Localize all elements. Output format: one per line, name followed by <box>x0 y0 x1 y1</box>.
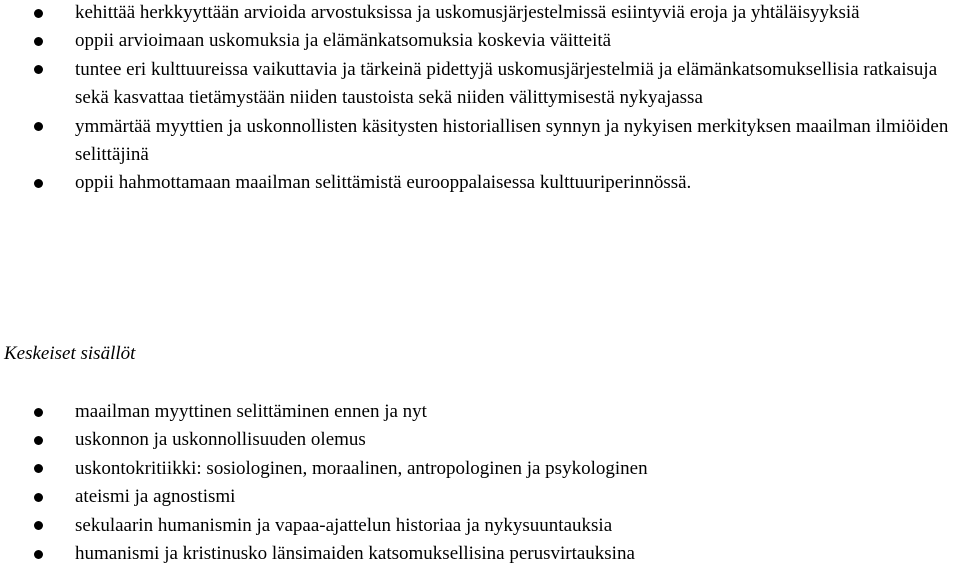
list-item-text: ateismi ja agnostismi <box>75 486 236 508</box>
list-item-text: uskonnon ja uskonnollisuuden olemus <box>75 429 366 451</box>
list-item-text: kehittää herkkyyttään arvioida arvostuksissa ja uskomusjärjestelmissä esiintyviä eroja ja yhtäläisyyksiä <box>75 2 860 23</box>
bullet-icon <box>34 37 43 46</box>
objectives-list <box>0 0 960 198</box>
list-item <box>0 398 960 426</box>
bullet-icon <box>34 521 43 530</box>
list-item <box>0 27 960 55</box>
list-item-text: ymmärtää myyttien ja uskonnollisten käsitysten historiallisen synnyn ja nykyisen merkityksen maailman ilmiöiden selittäjinä <box>75 115 949 166</box>
list-item-text: humanismi ja kristinusko länsimaiden katsomuksellisina perusvirtauksina <box>75 543 635 565</box>
bullet-icon <box>34 550 43 559</box>
bullet-icon <box>34 122 43 131</box>
list-item-text: oppii arvioimaan uskomuksia ja elämänkatsomuksia koskevia väitteitä <box>75 30 612 52</box>
bullet-icon <box>34 179 43 188</box>
list-item <box>0 455 960 483</box>
list-item <box>0 169 960 197</box>
section-heading: Keskeiset sisällöt <box>4 343 136 364</box>
contents-list <box>0 398 960 568</box>
list-item-text: uskontokritiikki: sosiologinen, moraalinen, antropologinen ja psykologinen <box>75 457 648 479</box>
bullet-icon <box>34 9 43 18</box>
list-item-text: maailman myyttinen selittäminen ennen ja nyt <box>75 401 427 422</box>
list-item <box>0 483 960 511</box>
bullet-icon <box>34 493 43 502</box>
list-item <box>0 426 960 454</box>
bullet-icon <box>34 65 43 74</box>
bullet-icon <box>34 408 43 417</box>
list-item-text: sekulaarin humanismin ja vapaa-ajattelun historiaa ja nykysuuntauksia <box>75 514 613 536</box>
bullet-icon <box>34 464 43 473</box>
list-item <box>0 56 960 113</box>
bullet-icon <box>34 436 43 445</box>
list-item <box>0 0 960 27</box>
list-item-text: oppii hahmottamaan maailman selittämistä eurooppalaisessa kulttuuriperinnössä. <box>75 172 692 194</box>
list-item <box>0 512 960 540</box>
list-item <box>0 113 960 170</box>
list-item-text: tuntee eri kulttuureissa vaikuttavia ja tärkeinä pidettyjä uskomusjärjestelmiä ja elämänkatsomuksellisia ratkaisuja sekä kasvattaa tietämystään niiden taustoista sekä niiden välittymisestä nykyajassa <box>75 58 938 109</box>
list-item <box>0 540 960 568</box>
